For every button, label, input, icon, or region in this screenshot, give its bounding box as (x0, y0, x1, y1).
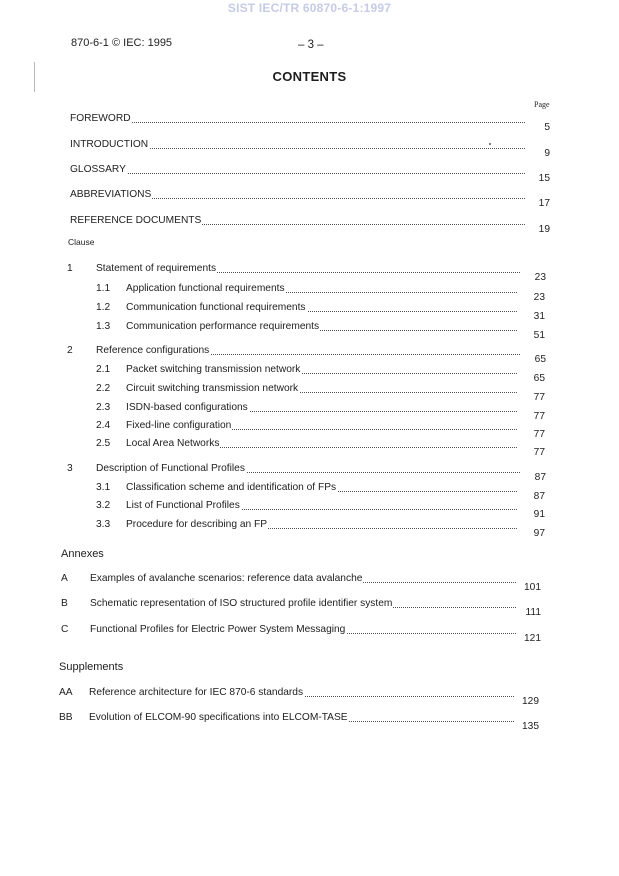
toc-entry-page: 87 (533, 491, 545, 502)
toc-entry-title: Fixed-line configuration (126, 420, 232, 431)
toc-entry-number: AA (59, 687, 73, 698)
toc-entry-number: A (61, 573, 68, 584)
toc-entry (0, 573, 619, 593)
toc-entry-page: 19 (538, 224, 550, 235)
toc-entry (0, 383, 619, 403)
toc-entry (0, 139, 619, 159)
toc-entry (0, 283, 619, 303)
toc-entry-title: Evolution of ELCOM-90 specifications into ELCOM-TASE (89, 712, 348, 723)
toc-entry-number: 3 (67, 463, 73, 474)
toc-entry-page: 31 (533, 311, 545, 322)
toc-entry (0, 598, 619, 618)
document-reference: 870-6-1 © IEC: 1995 (71, 37, 173, 49)
toc-entry-title: INTRODUCTION (70, 139, 149, 150)
clause-column-label: Clause (68, 237, 95, 247)
toc-entry (0, 687, 619, 707)
toc-entry-number: 1.1 (96, 283, 111, 294)
toc-entry (0, 519, 619, 539)
toc-entry-page: 129 (522, 696, 539, 707)
toc-entry (0, 364, 619, 384)
toc-entry (0, 438, 619, 458)
scan-speck (489, 143, 491, 145)
toc-entry-number: 1.2 (96, 302, 111, 313)
toc-entry-number: BB (59, 712, 73, 723)
toc-entry-title: Statement of requirements (96, 263, 217, 274)
toc-entry-page: 77 (533, 447, 545, 458)
toc-entry-page: 51 (533, 330, 545, 341)
toc-entry-page: 15 (538, 173, 550, 184)
toc-entry-title: Local Area Networks (126, 438, 220, 449)
toc-entry (0, 302, 619, 322)
toc-entry-number: 1.3 (96, 321, 111, 332)
toc-entry-page: 97 (533, 528, 545, 539)
toc-entry-title: ISDN-based configurations (126, 402, 248, 413)
toc-entry-page: 77 (533, 411, 545, 422)
toc-entry-number: 2.2 (96, 383, 111, 394)
toc-entry-number: 2.3 (96, 402, 111, 413)
toc-entry (0, 463, 619, 483)
toc-entry (0, 164, 619, 184)
toc-entry-page: 91 (533, 509, 545, 520)
toc-entry-page: 87 (534, 472, 546, 483)
toc-entry-title: Communication performance requirements (126, 321, 320, 332)
toc-entry-title: List of Functional Profiles (126, 500, 240, 511)
toc-entry-page: 23 (534, 272, 546, 283)
toc-entry-number: 2 (67, 345, 73, 356)
toc-entry-title: ABBREVIATIONS (70, 189, 152, 200)
toc-entry (0, 321, 619, 341)
toc-entry (0, 263, 619, 283)
toc-entry (0, 113, 619, 133)
toc-entry-title: Examples of avalanche scenarios: reference data avalanche (90, 573, 363, 584)
page-column-label: Page (534, 100, 550, 109)
toc-entry-page: 77 (533, 392, 545, 403)
contents-title: CONTENTS (272, 69, 347, 84)
toc-entry-page: 5 (544, 122, 550, 133)
toc-entry-title: GLOSSARY (70, 164, 126, 175)
toc-entry (0, 189, 619, 209)
toc-entry-title: REFERENCE DOCUMENTS (70, 215, 202, 226)
watermark: SIST IEC/TR 60870-6-1:1997 (227, 1, 392, 15)
toc-entry-number: 3.3 (96, 519, 111, 530)
toc-entry (0, 345, 619, 365)
toc-entry-title: Reference configurations (96, 345, 210, 356)
toc-entry (0, 500, 619, 520)
toc-entry-number: B (61, 598, 68, 609)
toc-entry (0, 712, 619, 732)
toc-entry-title: Functional Profiles for Electric Power System Messaging (90, 624, 346, 635)
toc-entry-title: Application functional requirements (126, 283, 285, 294)
toc-entry-number: 3.2 (96, 500, 111, 511)
toc-entry-title: Description of Functional Profiles (96, 463, 245, 474)
toc-entry-page: 9 (544, 148, 550, 159)
toc-entry-title: Circuit switching transmission network (126, 383, 299, 394)
scan-margin-mark (34, 62, 35, 92)
toc-entry-title: Communication functional requirements (126, 302, 306, 313)
toc-entry-number: 2.1 (96, 364, 111, 375)
toc-entry-page: 23 (533, 292, 545, 303)
page-number: – 3 – (298, 39, 324, 51)
toc-entry-number: C (61, 624, 69, 635)
toc-entry-title: FOREWORD (70, 113, 131, 124)
toc-entry-title: Packet switching transmission network (126, 364, 301, 375)
toc-entry-number: 1 (67, 263, 73, 274)
toc-entry-title: Reference architecture for IEC 870-6 standards (89, 687, 304, 698)
toc-entry-title: Schematic representation of ISO structured profile identifier system (90, 598, 393, 609)
toc-entry-page: 65 (534, 354, 546, 365)
toc-entry-page: 111 (525, 607, 541, 618)
toc-entry-page: 101 (524, 582, 541, 593)
toc-entry-page: 17 (538, 198, 550, 209)
toc-entry (0, 482, 619, 502)
toc-entry-page: 121 (524, 633, 541, 644)
toc-entry (0, 624, 619, 644)
toc-entry-number: 2.5 (96, 438, 111, 449)
dot-leader (70, 122, 525, 123)
toc-entry-page: 65 (533, 373, 545, 384)
toc-entry-number: 3.1 (96, 482, 111, 493)
annexes-heading: Annexes (61, 548, 104, 560)
toc-entry-page: 135 (522, 721, 539, 732)
toc-entry-number: 2.4 (96, 420, 111, 431)
toc-entry (0, 215, 619, 235)
dot-leader (70, 173, 525, 174)
supplements-heading: Supplements (59, 661, 124, 673)
toc-entry-title: Classification scheme and identification of FPs (126, 482, 337, 493)
toc-entry (0, 420, 619, 440)
toc-entry-title: Procedure for describing an FP (126, 519, 267, 530)
toc-entry-page: 77 (533, 429, 545, 440)
toc-entry (0, 402, 619, 422)
